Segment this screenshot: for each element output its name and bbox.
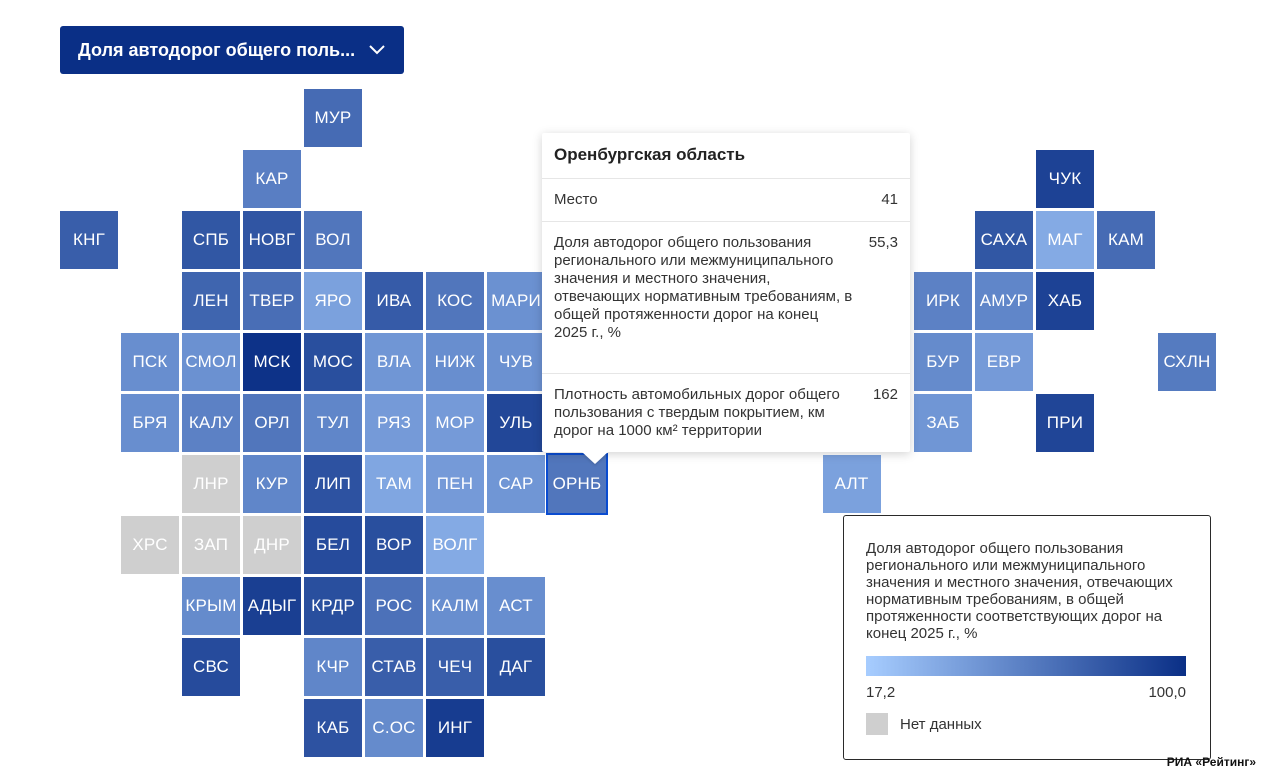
region-tile[interactable]: ЛНР — [182, 455, 240, 513]
region-tile[interactable]: С.ОС — [365, 699, 423, 757]
indicator-select[interactable] — [60, 26, 404, 74]
region-tile[interactable]: КРЫМ — [182, 577, 240, 635]
region-tile[interactable]: ЯРО — [304, 272, 362, 330]
region-tile[interactable]: МОР — [426, 394, 484, 452]
region-tile[interactable]: ЧУВ — [487, 333, 545, 391]
region-tile[interactable]: ВЛА — [365, 333, 423, 391]
region-tile[interactable]: МАГ — [1036, 211, 1094, 269]
region-tile[interactable]: КАБ — [304, 699, 362, 757]
tooltip-row-road-density — [542, 374, 910, 452]
legend-max-label: 100,0 — [1148, 684, 1186, 701]
region-tile[interactable]: ТУЛ — [304, 394, 362, 452]
region-tile[interactable]: ИРК — [914, 272, 972, 330]
tooltip-row-label: Доля автодорог общего пользования регионального или межмуниципального значения и местного значения, отвечающих нормативным требованиям, в общей протяженности дорог на конец 2025 г., % — [554, 234, 853, 341]
region-tile[interactable]: ЧУК — [1036, 150, 1094, 208]
tooltip-row-value: 55,3 — [868, 234, 898, 251]
tooltip-pointer — [582, 452, 608, 464]
region-tile[interactable]: АМУР — [975, 272, 1033, 330]
region-tile[interactable]: БЕЛ — [304, 516, 362, 574]
region-tile[interactable]: ПСК — [121, 333, 179, 391]
region-tile[interactable]: ХРС — [121, 516, 179, 574]
no-data-label: Нет данных — [900, 715, 982, 733]
region-tile[interactable]: АСТ — [487, 577, 545, 635]
region-tile[interactable]: ОРНБ — [548, 455, 606, 513]
region-tile[interactable]: ЗАБ — [914, 394, 972, 452]
region-tile[interactable]: КАЛУ — [182, 394, 240, 452]
tooltip-region-name: Оренбургская область — [542, 133, 910, 179]
region-tile[interactable]: МОС — [304, 333, 362, 391]
region-tile[interactable]: КАМ — [1097, 211, 1155, 269]
region-tile[interactable]: БУР — [914, 333, 972, 391]
region-tile[interactable]: ПРИ — [1036, 394, 1094, 452]
region-tile[interactable]: СМОЛ — [182, 333, 240, 391]
region-tile[interactable]: НОВГ — [243, 211, 301, 269]
region-tile[interactable]: СТАВ — [365, 638, 423, 696]
region-tooltip — [542, 133, 910, 452]
tooltip-row-rank — [542, 179, 910, 222]
region-tile[interactable]: КЧР — [304, 638, 362, 696]
tooltip-row-value: 162 — [872, 386, 898, 403]
region-tile[interactable]: ТАМ — [365, 455, 423, 513]
region-tile[interactable]: ХАБ — [1036, 272, 1094, 330]
region-tile[interactable]: БРЯ — [121, 394, 179, 452]
indicator-select-label: Доля автодорог общего поль... — [78, 39, 356, 60]
region-tile[interactable]: ПЕН — [426, 455, 484, 513]
region-tile[interactable]: КАР — [243, 150, 301, 208]
region-tile[interactable]: ЛЕН — [182, 272, 240, 330]
region-tile[interactable]: КАЛМ — [426, 577, 484, 635]
region-tile[interactable]: ВОЛГ — [426, 516, 484, 574]
region-tile[interactable]: СПБ — [182, 211, 240, 269]
region-tile[interactable]: САР — [487, 455, 545, 513]
region-tile[interactable]: УЛЬ — [487, 394, 545, 452]
region-tile[interactable]: ТВЕР — [243, 272, 301, 330]
tooltip-row-road-share — [542, 222, 910, 374]
region-tile[interactable]: ЧЕЧ — [426, 638, 484, 696]
region-tile[interactable]: СХЛН — [1158, 333, 1216, 391]
region-tile[interactable]: МСК — [243, 333, 301, 391]
legend-min-label: 17,2 — [866, 684, 896, 701]
tooltip-row-label: Место — [554, 191, 598, 208]
region-tile[interactable]: ИВА — [365, 272, 423, 330]
region-tile[interactable]: МУР — [304, 89, 362, 147]
region-tile[interactable]: КОС — [426, 272, 484, 330]
region-tile[interactable]: ИНГ — [426, 699, 484, 757]
region-tile[interactable]: ОРЛ — [243, 394, 301, 452]
tooltip-row-value: 41 — [881, 191, 898, 208]
region-tile[interactable]: НИЖ — [426, 333, 484, 391]
legend-title: Доля автодорог общего пользования регионального или межмуниципального значения и местного значения, отвечающих нормативным требованиям, в общей протяженности соответствующих дорог на конец 2025 г., % — [866, 540, 1173, 642]
region-tile[interactable]: КУР — [243, 455, 301, 513]
region-tile[interactable]: ЗАП — [182, 516, 240, 574]
legend-no-data — [866, 713, 1188, 735]
source-credit: РИА «Рейтинг» — [1166, 755, 1256, 769]
legend-color-scale — [866, 656, 1186, 676]
color-legend — [843, 515, 1211, 760]
chevron-down-icon — [368, 41, 386, 59]
region-tile[interactable]: ВОЛ — [304, 211, 362, 269]
region-tile[interactable]: ЕВР — [975, 333, 1033, 391]
region-tile[interactable]: КНГ — [60, 211, 118, 269]
region-tile[interactable]: СВС — [182, 638, 240, 696]
region-tile[interactable]: КРДР — [304, 577, 362, 635]
region-tile[interactable]: ДАГ — [487, 638, 545, 696]
region-tile[interactable]: МАРИ — [487, 272, 545, 330]
tooltip-row-label: Плотность автомобильных дорог общего пользования с твердым покрытием, км дорог на 1000 км² территории — [554, 386, 840, 439]
region-tile[interactable]: САХА — [975, 211, 1033, 269]
region-tile[interactable]: АЛТ — [823, 455, 881, 513]
region-tile[interactable]: АДЫГ — [243, 577, 301, 635]
region-tile[interactable]: РОС — [365, 577, 423, 635]
region-tile[interactable]: РЯЗ — [365, 394, 423, 452]
region-tile[interactable]: ДНР — [243, 516, 301, 574]
region-tile[interactable]: ВОР — [365, 516, 423, 574]
region-tile[interactable]: ЛИП — [304, 455, 362, 513]
legend-scale-labels — [866, 684, 1186, 701]
no-data-swatch — [866, 713, 888, 735]
